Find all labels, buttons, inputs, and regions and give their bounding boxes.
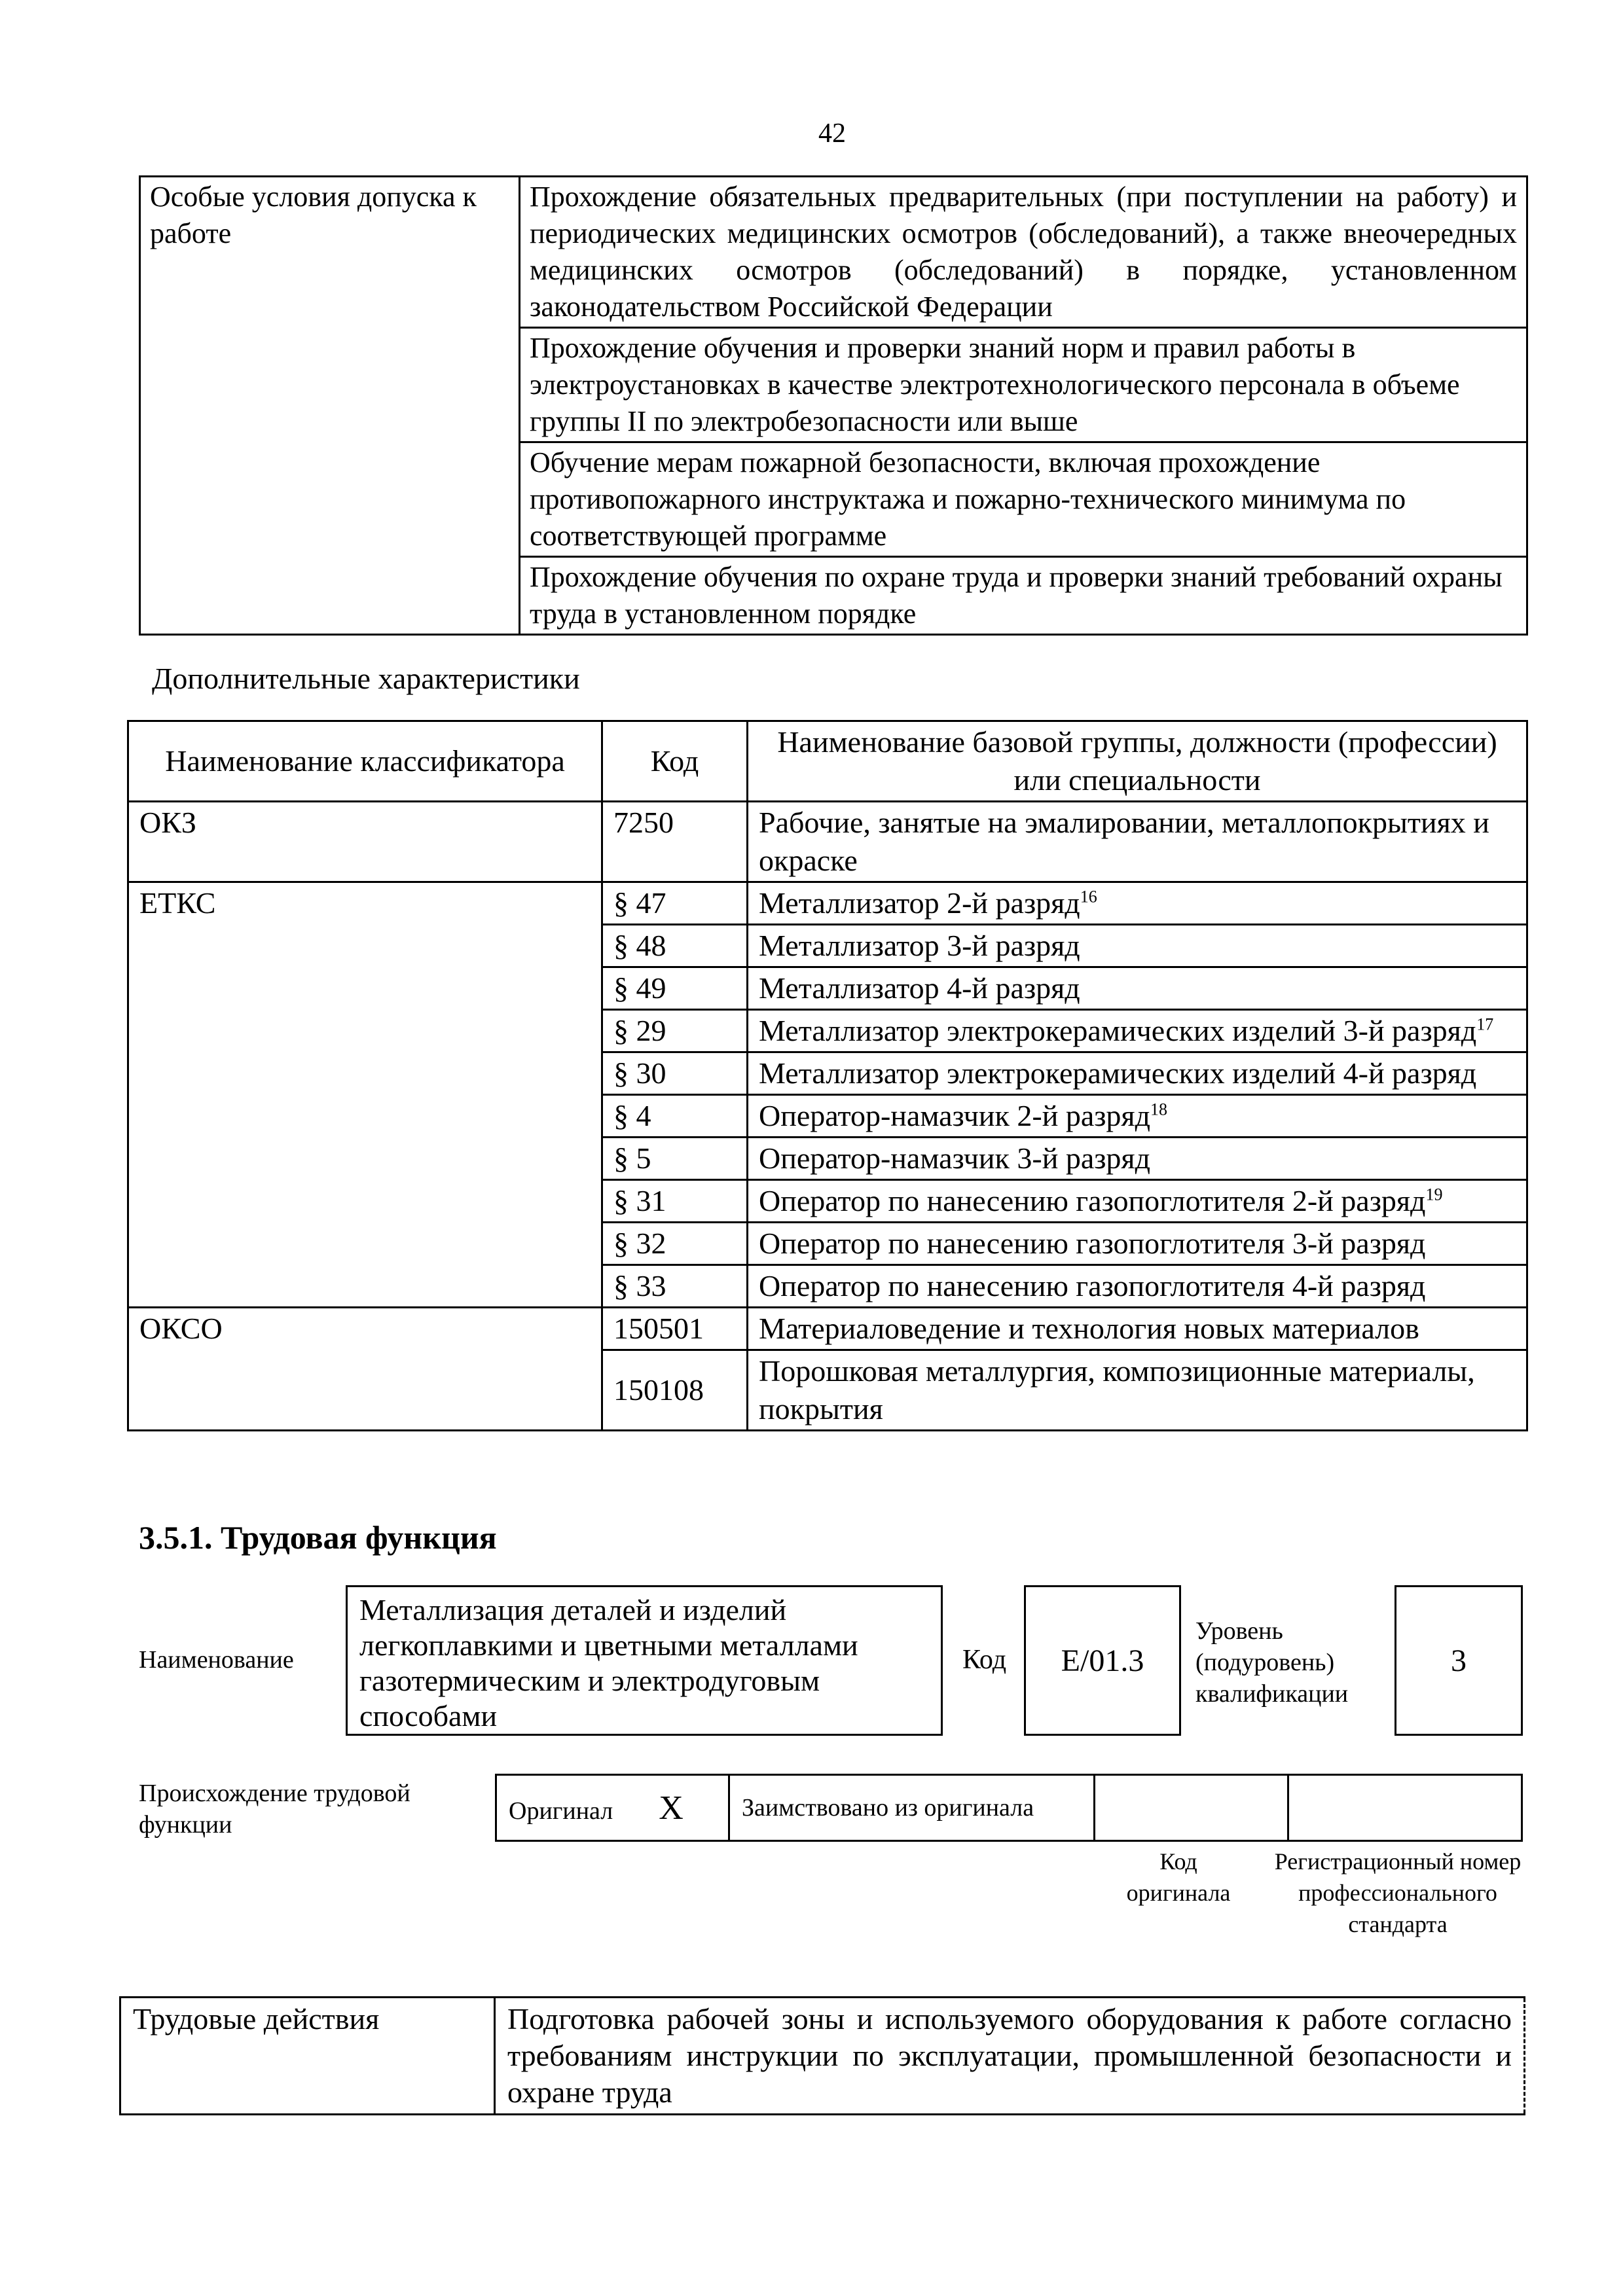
code-cell: § 32 — [602, 1223, 748, 1265]
header-classifier: Наименование классификатора — [128, 721, 602, 802]
registration-number-caption: Регистрационный номер профессионального стандарта — [1274, 1848, 1522, 1937]
code-cell: § 4 — [602, 1095, 748, 1138]
name-cell: Оператор по нанесению газопоглотителя 3-й разряд — [748, 1223, 1527, 1265]
function-name-value: Металлизация деталей и изделий легкоплавкими и цветными металлами газотермическим и электродуговым способами — [346, 1585, 943, 1736]
name-cell: Металлизатор электрокерамических изделий 4-й разряд — [748, 1052, 1527, 1095]
classifier-etks: ЕТКС — [128, 882, 602, 1308]
name-text: Металлизатор электрокерамических изделий 3-й разряд — [759, 1014, 1477, 1047]
name-cell — [748, 1095, 1527, 1138]
name-cell: Порошковая металлургия, композиционные материалы, покрытия — [748, 1350, 1527, 1431]
origin-checkmark: X — [659, 1789, 684, 1827]
page-number: 42 — [818, 118, 846, 149]
additional-characteristics-table — [127, 720, 1528, 1431]
name-cell: Оператор-намазчик 3-й разряд — [748, 1138, 1527, 1180]
origin-borrowed-label: Заимствовано из оригинала — [729, 1775, 1095, 1841]
origin-original-cell — [496, 1775, 729, 1841]
footnote-mark: 19 — [1425, 1185, 1443, 1204]
code-cell: 150501 — [602, 1308, 748, 1350]
origin-table — [495, 1774, 1523, 1842]
name-cell: Оператор по нанесению газопоглотителя 4-й разряд — [748, 1265, 1527, 1308]
origin-original-label: Оригинал — [509, 1797, 613, 1825]
qualification-level-value: 3 — [1395, 1585, 1523, 1736]
section-title: 3.5.1. Трудовая функция — [139, 1519, 497, 1556]
admission-condition-item: Прохождение обязательных предварительных (при поступлении на работу) и периодических медицинских осмотров (обследований), а также внеочередных медицинских осмотров (обследований) в порядке, установленном законодательством Российской Федерации — [520, 177, 1527, 328]
function-code-value: E/01.3 — [1024, 1585, 1181, 1736]
code-cell: § 49 — [602, 967, 748, 1010]
code-cell: § 5 — [602, 1138, 748, 1180]
name-text: Металлизатор 2-й разряд — [759, 886, 1080, 920]
code-cell: 150108 — [602, 1350, 748, 1431]
name-cell — [748, 1180, 1527, 1223]
original-code-caption: Код оригинала — [1126, 1848, 1231, 1906]
admission-conditions-label: Особые условия допуска к работе — [140, 177, 520, 635]
code-cell: § 30 — [602, 1052, 748, 1095]
labor-actions-table — [119, 1996, 1525, 2115]
qualification-level-label: Уровень (подуровень) квалификации — [1195, 1617, 1349, 1708]
footnote-mark: 18 — [1150, 1100, 1167, 1119]
admission-conditions-table — [139, 175, 1528, 636]
footnote-mark: 17 — [1476, 1014, 1494, 1034]
name-cell — [748, 882, 1527, 925]
labor-actions-label: Трудовые действия — [120, 1998, 495, 2115]
name-cell: Материаловедение и технология новых материалов — [748, 1308, 1527, 1350]
name-text: Оператор-намазчик 2-й разряд — [759, 1099, 1150, 1132]
name-cell: Рабочие, занятые на эмалировании, металлопокрытиях и окраске — [748, 802, 1527, 882]
admission-condition-item: Прохождение обучения по охране труда и проверки знаний требований охраны труда в установленном порядке — [520, 557, 1527, 635]
code-cell: § 47 — [602, 882, 748, 925]
name-cell: Металлизатор 4-й разряд — [748, 967, 1527, 1010]
additional-characteristics-title: Дополнительные характеристики — [152, 662, 580, 695]
registration-number-cell — [1288, 1775, 1522, 1841]
header-code: Код — [602, 721, 748, 802]
name-cell: Металлизатор 3-й разряд — [748, 925, 1527, 967]
labor-actions-text: Подготовка рабочей зоны и используемого оборудования к работе согласно требованиям инструкции по эксплуатации, промышленной безопасности и охране труда — [495, 1998, 1525, 2115]
name-cell — [748, 1010, 1527, 1052]
classifier-okso: ОКСО — [128, 1308, 602, 1431]
code-cell: 7250 — [602, 802, 748, 882]
original-code-cell — [1095, 1775, 1288, 1841]
function-code-label: Код — [962, 1645, 1007, 1675]
name-text: Оператор по нанесению газопоглотителя 2-й разряд — [759, 1184, 1426, 1217]
admission-condition-item: Прохождение обучения и проверки знаний норм и правил работы в электроустановках в качестве электротехнологического персонала в объеме группы II по электробезопасности или выше — [520, 328, 1527, 442]
code-cell: § 48 — [602, 925, 748, 967]
origin-label: Происхождение трудовой функции — [139, 1780, 410, 1839]
admission-condition-item: Обучение мерам пожарной безопасности, включая прохождение противопожарного инструктажа и пожарно-технического минимума по соответствующей программе — [520, 442, 1527, 557]
classifier-okz: ОКЗ — [128, 802, 602, 882]
code-cell: § 33 — [602, 1265, 748, 1308]
footnote-mark: 16 — [1080, 887, 1097, 906]
header-name: Наименование базовой группы, должности (профессии) или специальности — [748, 721, 1527, 802]
function-name-label: Наименование — [139, 1646, 294, 1674]
code-cell: § 31 — [602, 1180, 748, 1223]
code-cell: § 29 — [602, 1010, 748, 1052]
